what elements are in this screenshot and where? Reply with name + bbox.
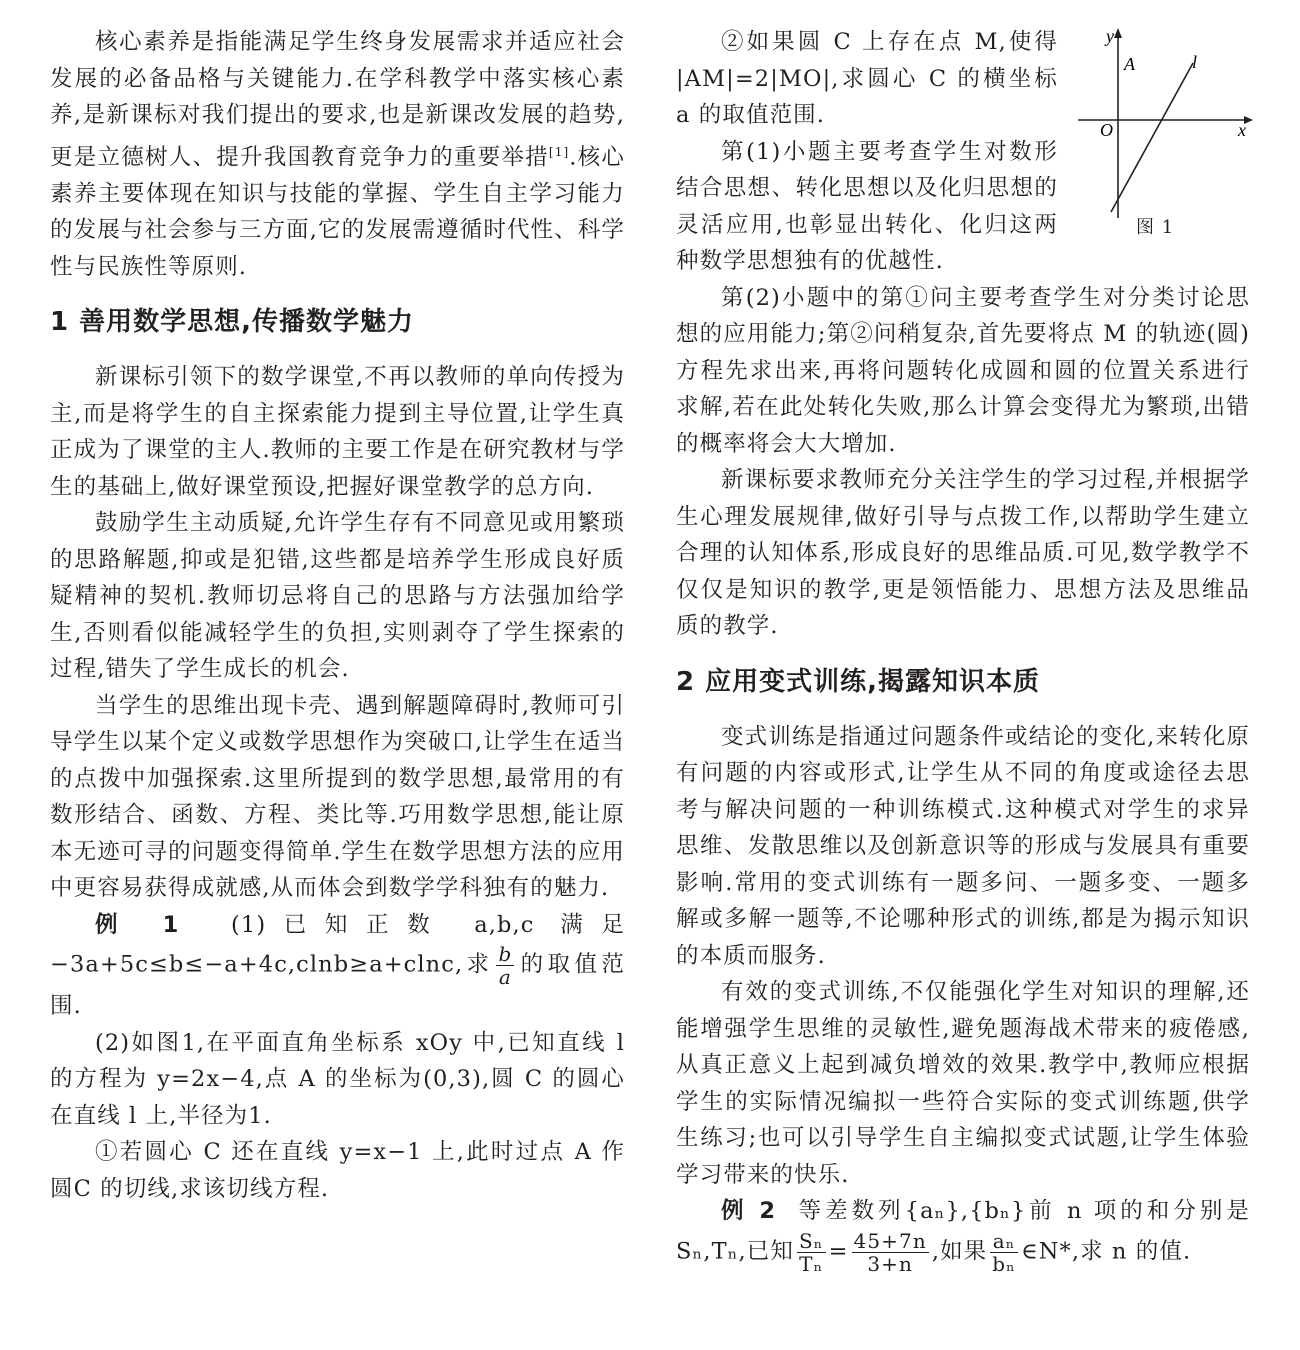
example-2-label: 例 2	[721, 1198, 777, 1224]
origin-label: O	[1100, 120, 1115, 140]
line-l-label: l	[1192, 52, 1199, 72]
section-2-paragraph-2: 有效的变式训练,不仅能强化学生对知识的理解,还能增强学生思维的灵敏性,避免题海战术带来的疲倦感,从真正意义上起到减负增效的效果.教学中,教师应根据学生的实际情况编拟一些符合实际的变式训练题,供学生练习;也可以引导学生自主编拟变式试题,让学生体验学习带来的快乐.	[676, 979, 1250, 1188]
fraction-s-over-t: $\frac{\text{Sₙ}}{\text{Tₙ}}$	[799, 1228, 824, 1276]
analysis-paragraph-1: 第(1)小题主要考查学生对数形结合思想、转化思想以及化归思想的灵活应用,也彰显出转化、化归这两种数学思想独有的优越性.	[676, 138, 1058, 274]
section-1-paragraph-1: 新课标引领下的数学课堂,不再以教师的单向传授为主,而是将学生的自主探索能力提到主导位置,让学生真正成为了课堂的主人.教师的主要工作是在研究教材与学生的基础上,做好课堂预设,把握好课堂教学的总方向.	[50, 364, 625, 500]
example-2: 例 2 等差数列{aₙ},{bₙ}前 n 项的和分别是 Sₙ,Tₙ,已知 $\frac{\text{Sₙ}}{\text{Tₙ}}$ = $\frac{45+7n}{3+n}$ ,如果 $\frac{\text{aₙ}}{\text{bₙ}}$ ∈N*,求 n 的值.	[676, 1198, 1250, 1276]
example-1-question-2: ②如果圆 C 上存在点 M,使得 |AM|=2|MO|,求圆心 C 的横坐标 a 的取值范围.	[676, 29, 1058, 128]
section-2-title: 2 应用变式训练,揭露知识本质	[676, 666, 1041, 697]
right-column	[676, 24, 1250, 1275]
x-label: x	[1238, 120, 1248, 140]
left-column	[50, 24, 625, 1207]
section-2-paragraph-1: 变式训练是指通过问题条件或结论的变化,来转化原有问题的内容或形式,让学生从不同的角度或途径去思考与解决问题的一种训练模式.这种模式对学生的求异思维、发散思维以及创新意识等的形成与发展具有重要影响.常用的变式训练有一题多问、一题多变、一题多解或多解一题等,不论哪种形式的训练,都是为揭示知识的本质而服务.	[676, 723, 1250, 969]
section-1-title: 1 善用数学思想,传播数学魅力	[50, 307, 415, 337]
example-1-part-1: 例 1 (1)已知正数 a,b,c 满足 −3a+5c≤b≤−a+4c,clnb≥a+clnc,求 $\frac{b}{a}$ 的取值范围.	[50, 911, 625, 1019]
point-a-label: A	[1124, 54, 1137, 74]
example-1-part-2: (2)如图1,在平面直角坐标系 xOy 中,已知直线 l 的方程为 y=2x−4,点 A 的坐标为(0,3),圆 C 的圆心在直线 l 上,半径为1.	[50, 1029, 625, 1129]
figure-1	[1066, 18, 1256, 238]
coordinate-plot	[1066, 18, 1256, 238]
citation-ref: [1]	[548, 144, 570, 159]
fraction-ratio: $\frac{45+7n}{3+n}$	[853, 1228, 927, 1276]
line-l	[1111, 63, 1193, 212]
intro-paragraph: 核心素养是指能满足学生终身发展需求并适应社会发展的必备品格与关键能力.在学科教学中落实核心素养,是新课标对我们提出的要求,也是新课改发展的趋势,更是立德树人、提升我国教育竞争力的重要举措[1].核心素养主要体现在知识与技能的掌握、学生自主学习能力的发展与社会参与三方面,它的发展需遵循时代性、科学性与民族性等原则.	[50, 29, 626, 280]
example-1-label: 例 1	[95, 911, 180, 938]
section-1-paragraph-2: 鼓励学生主动质疑,允许学生存有不同意见或用繁琐的思路解题,抑或是犯错,这些都是培养学生形成良好质疑精神的契机.教师切忌将自己的思路与方法强加给学生,否则看似能减轻学生的负担,实则剥夺了学生探索的过程,错失了学生成长的机会.	[50, 510, 625, 682]
fraction-a-over-b: $\frac{\text{aₙ}}{\text{bₙ}}$	[992, 1228, 1016, 1276]
figure-caption: 图 1	[1136, 217, 1175, 238]
y-axis-arrow	[1114, 28, 1122, 38]
example-1-question-1: ①若圆心 C 还在直线 y=x−1 上,此时过点 A 作圆C 的切线,求该切线方程.	[50, 1139, 625, 1202]
fraction-b-over-a: $\frac{b}{a}$	[498, 942, 513, 989]
analysis-paragraph-3: 新课标要求教师充分关注学生的学习过程,并根据学生心理发展规律,做好引导与点拨工作,以帮助学生建立合理的认知体系,形成良好的思维品质.可见,数学教学不仅仅是知识的教学,更是领悟能力、思想方法及思维品质的教学.	[676, 467, 1250, 639]
analysis-paragraph-2: 第(2)小题中的第①问主要考查学生对分类讨论思想的应用能力;第②问稍复杂,首先要将点 M 的轨迹(圆)方程先求出来,再将问题转化成圆和圆的位置关系进行求解,若在此处转化失败,那么计算会变得尤为繁琐,出错的概率将会大大增加.	[676, 284, 1250, 457]
section-1-paragraph-3: 当学生的思维出现卡壳、遇到解题障碍时,教师可引导学生以某个定义或数学思想作为突破口,让学生在适当的点拨中加强探索.这里所提到的数学思想,最常用的有数形结合、函数、方程、类比等.巧用数学思想,能让原本无迹可寻的问题变得简单.学生在数学思想方法的应用中更容易获得成就感,从而体会到数学学科独有的魅力.	[50, 692, 625, 901]
y-label: y	[1106, 26, 1116, 46]
